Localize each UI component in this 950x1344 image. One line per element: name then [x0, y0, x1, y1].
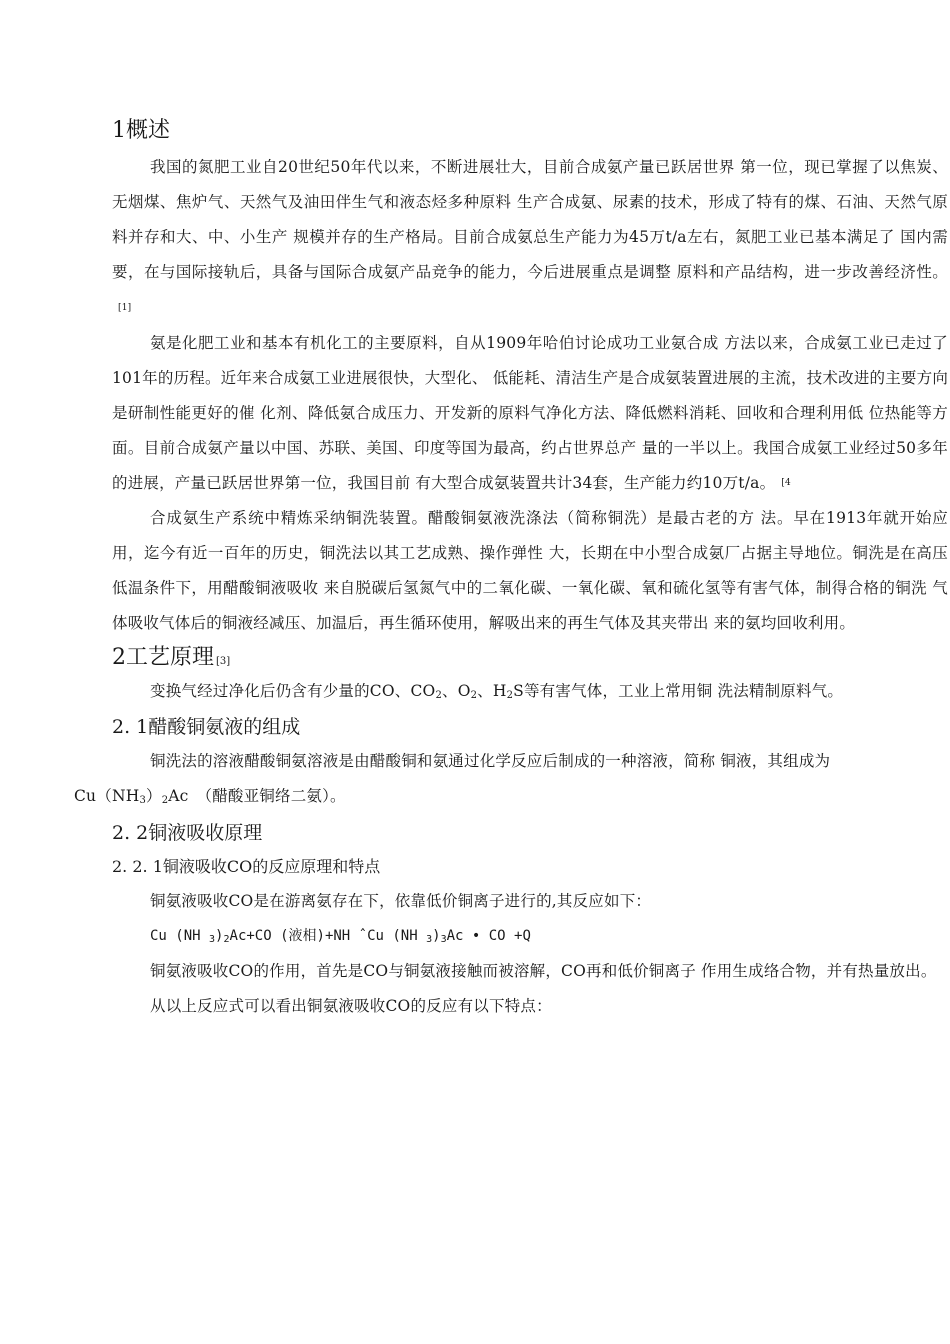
text-run: 变换气经过净化后仍含有少量的CO、CO — [150, 682, 436, 700]
citation-ref: [4 — [781, 478, 791, 488]
subscript: 3 — [426, 934, 433, 945]
paragraph — [112, 326, 948, 502]
paragraph — [74, 744, 948, 814]
section-heading-text: 2工艺原理 — [112, 645, 214, 670]
text-run: ) — [432, 928, 441, 944]
subsection-heading-2-1: 2. 1醋酸铜氨液的组成 — [112, 716, 301, 738]
subscript: 2 — [435, 690, 442, 701]
text-run: Cu (NH — [150, 928, 210, 944]
subscript: 3 — [209, 934, 216, 945]
paragraph — [112, 150, 948, 326]
subscript: 3 — [139, 795, 146, 806]
text-run: 、O — [442, 682, 471, 700]
subscript: 3 — [440, 934, 447, 945]
subscript: 2 — [506, 690, 514, 701]
subsection-heading-2-2-1: 2. 2. 1铜液吸收CO的反应原理和特点 — [112, 857, 381, 876]
section-heading-overview: 1概述 — [112, 118, 170, 143]
paragraph-text: 氨是化肥工业和基本有机化工的主要原料，自从1909年哈伯讨论成功工业氨合成 方法以来，合成氨工业已走过了101年的历程。近年来合成氨工业进展很快，大型化、 低能耗、清洁生产是合成氨装置进展的主流，技术改进的主要方向是研制性能更好的催 化剂、降低氨合成压力、开发新的原料气净化方法、降低燃料消耗、回收和合理利用低 位热能等方面。目前合成氨产量以中国、苏联、美国、印度等国为最高，约占世界总产 量的一半以上。我国合成氨工业经过50多年的进展，产量已跃居世界第一位，我国目前 有大型合成氨装置共计34套，生产能力约10万t/a。 — [112, 333, 949, 492]
document-page — [74, 110, 949, 1024]
text-run: 、H — [477, 682, 507, 700]
section-heading-principle — [112, 641, 948, 675]
subscript: 2 — [223, 934, 230, 945]
text-run: ） — [146, 787, 162, 805]
text-run: 铜洗法的溶液醋酸铜氨溶液是由醋酸铜和氨通过化学反应后制成的一种溶液，简称 铜液，其组成为 — [150, 752, 831, 770]
paragraph: 合成氨生产系统中精炼采纳铜洗装置。醋酸铜氨液洗涤法（简称铜洗）是最古老的方 法。早在1913年就开始应用，迄今有近一百年的历史，铜洗法以其工艺成熟、操作弹性 大，长期在中小型合成氨厂占据主导地位。铜洗是在高压低温条件下，用醋酸铜液吸收 来自脱碳后氢氮气中的二氧化碳、一氧化碳、氧和硫化氢等有害气体，制得合格的铜洗 气体吸收气体后的铜液经减压、加温后，再生循环使用，解吸出来的再生气体及其夹带出 来的氨均回收利用。 — [112, 509, 948, 632]
text-run: Ac+CO (液相)+NH ˆCu (NH — [229, 928, 427, 944]
subsection-heading-2-2: 2. 2铜液吸收原理 — [112, 822, 263, 844]
text-run: ) — [215, 928, 224, 944]
subscript: 2 — [161, 795, 169, 806]
paragraph-text: 我国的氮肥工业自20世纪50年代以来，不断进展壮大，目前合成氨产量已跃居世界 第一位，现已掌握了以焦炭、无烟煤、焦炉气、天然气及油田伴生气和液态烃多种原料 生产合成氨、尿素的技术，形成了特有的煤、石油、天然气原料并存和大、中、小生产 规模并存的生产格局。目前合成氨总生产能力为45万t/a左右，氮肥工业已基本满足了 国内需要，在与国际接轨后，具备与国际合成氨产品竞争的能力，今后进展重点是调整 原料和产品结构，进一步改善经济性。 — [112, 158, 948, 281]
text-run: S等有害气体，工业上常用铜 洗法精制原料气。 — [513, 682, 844, 700]
paragraph: 铜氨液吸收CO是在游离氨存在下，依靠低价铜离子进行的,其反应如下： — [150, 892, 652, 910]
paragraph — [112, 675, 948, 708]
paragraph: 铜氨液吸收CO的作用，首先是CO与铜氨液接触而被溶解，CO再和低价铜离子 作用生成络合物，并有热量放出。 — [150, 962, 937, 980]
reaction-equation — [112, 919, 948, 954]
text-run: Ac （醋酸亚铜络二氨）。 — [168, 787, 346, 805]
text-run: Ac • CO +Q — [446, 928, 531, 944]
text-run: Cu（NH — [74, 787, 140, 805]
paragraph: 从以上反应式可以看出铜氨液吸收CO的反应有以下特点： — [150, 997, 552, 1015]
citation-ref: [3] — [216, 656, 231, 667]
citation-ref: [1] — [118, 302, 132, 313]
subscript: 2 — [470, 690, 478, 701]
